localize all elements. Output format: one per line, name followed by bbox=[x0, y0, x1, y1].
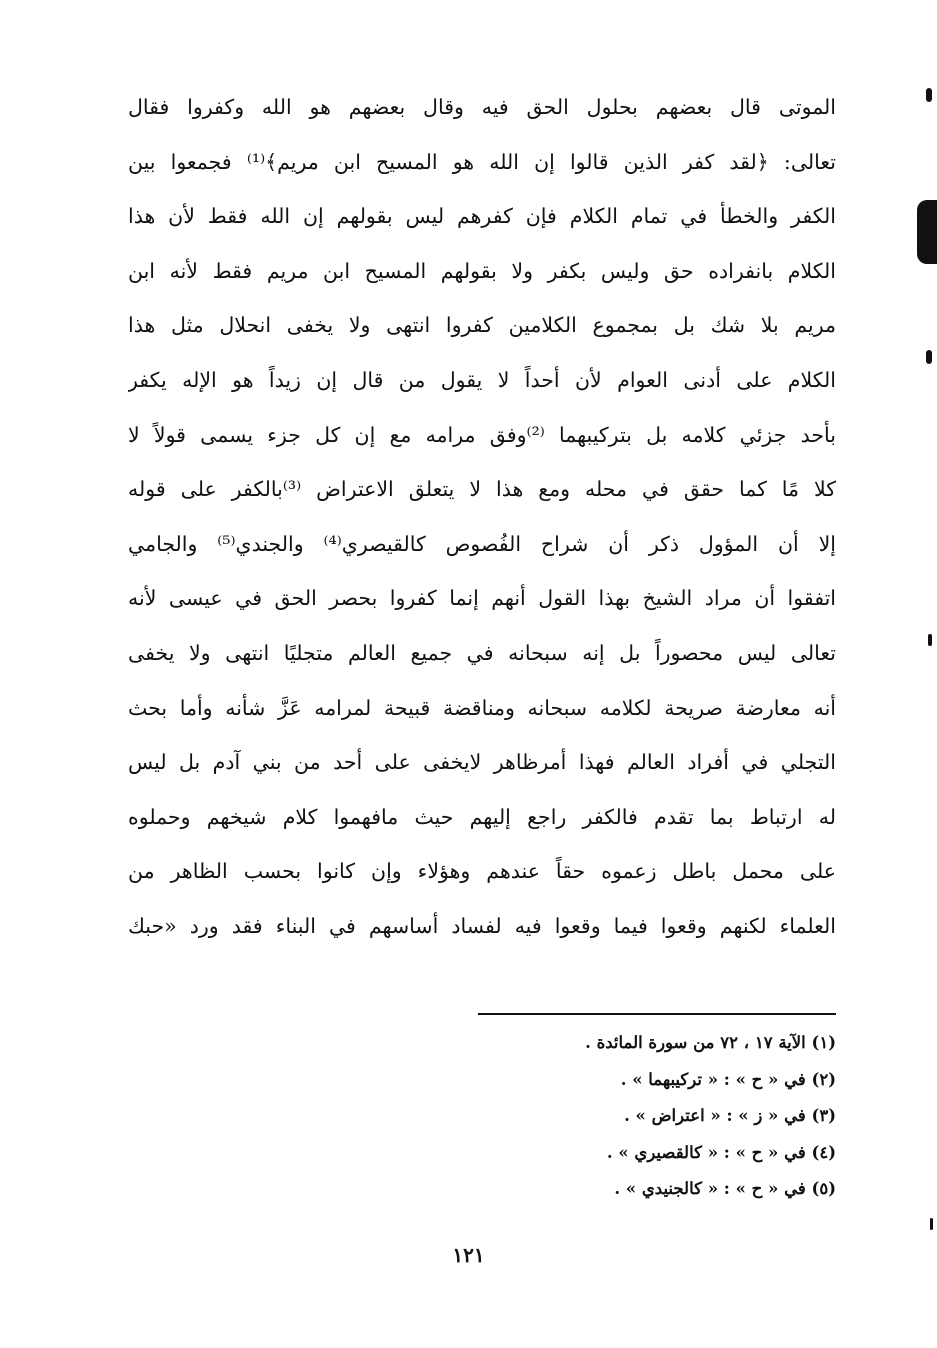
text-line: كلا مًا كما حقق في محله ومع هذا لا يتعلق الاعتراض ⁽³⁾بالكفر على قوله bbox=[128, 477, 836, 502]
text-line: له ارتباط بما تقدم فالكفر راجع إليهم حيث مافهموا كلام شيخهم وحملوه bbox=[128, 804, 836, 829]
footnotes-block bbox=[300, 1025, 836, 1208]
text-line: على محمل باطل زعموه حقاً عندهم وهؤلاء وإن كانوا بحسب الظاهر من bbox=[128, 859, 836, 884]
main-text-block bbox=[128, 80, 836, 954]
scan-edge-mark bbox=[930, 1218, 933, 1230]
text-line: الكلام على أدنى العوام لأن أحداً لا يقول من قال إن زيداً هو الإله يكفر bbox=[128, 367, 836, 392]
text-line: التجلي في أفراد العالم فهذا أمرظاهر لايخفى على أحد من بني آدم بل ليس bbox=[128, 750, 836, 775]
scan-edge-mark bbox=[926, 88, 932, 102]
text-line: مريم بلا شك بل بمجموع الكلامين كفروا انتهى ولا يخفى انحلال مثل هذا bbox=[128, 313, 836, 338]
page-number: ١٢١ bbox=[452, 1243, 485, 1267]
scan-edge-mark bbox=[917, 200, 937, 264]
text-line: الكفر والخطأ في تمام الكلام فإن كفرهم ليس بقولهم إن الله فقط لأن هذا bbox=[128, 204, 836, 229]
text-line: تعالى: ﴿لقد كفر الذين قالوا إن الله هو المسيح ابن مريم﴾⁽¹⁾ فجمعوا بين bbox=[128, 149, 836, 174]
text-line: أنه معارضة صريحة لكلامه سبحانه ومناقضة قبيحة لمرامه عَزَّ شأنه وأما بحث bbox=[128, 695, 836, 720]
footnote: (٣) في « ز » : « اعتراض » . bbox=[624, 1106, 836, 1125]
text-line: العلماء لكنهم وقعوا فيما وقعوا فيه لفساد أساسهم في البناء فقد ورد «حبك bbox=[128, 913, 836, 938]
text-line: الكلام بانفراده حق وليس بكفر ولا بقولهم المسيح ابن مريم فقط لأنه ابن bbox=[128, 258, 836, 283]
text-line: اتفقوا أن مراد الشيخ بهذا القول أنهم إنما كفروا بحصر الحق في عيسى لأنه bbox=[128, 586, 836, 611]
footnote: (١) الآية ١٧ ، ٧٢ من سورة المائدة . bbox=[585, 1033, 836, 1052]
text-line: إلا أن المؤول ذكر أن شراح الفُصوص كالقيصري⁽⁴⁾ والجندي⁽⁵⁾ والجامي bbox=[128, 531, 836, 556]
scan-edge-mark bbox=[926, 350, 932, 364]
footnote: (٥) في « ح » : « كالجنيدي » . bbox=[614, 1179, 836, 1198]
footnote-divider bbox=[478, 1013, 836, 1015]
footnote: (٤) في « ح » : « كالقصيري » . bbox=[606, 1142, 836, 1162]
text-line: الموتى قال بعضهم بحلول الحق فيه وقال بعضهم هو الله وكفروا فقال bbox=[128, 95, 836, 119]
footnote: (٢) في « ح » : « تركيبهما » . bbox=[620, 1069, 836, 1089]
text-line: تعالى ليس محصوراً بل إنه سبحانه في جميع العالم متجليًا انتهى ولا يخفى bbox=[128, 640, 836, 665]
text-line: بأحد جزئي كلامه بل بتركيبهما ⁽²⁾وفق مرامه مع إن كل جزء يسمى قولاً لا bbox=[128, 422, 836, 447]
scan-edge-mark bbox=[928, 634, 932, 646]
